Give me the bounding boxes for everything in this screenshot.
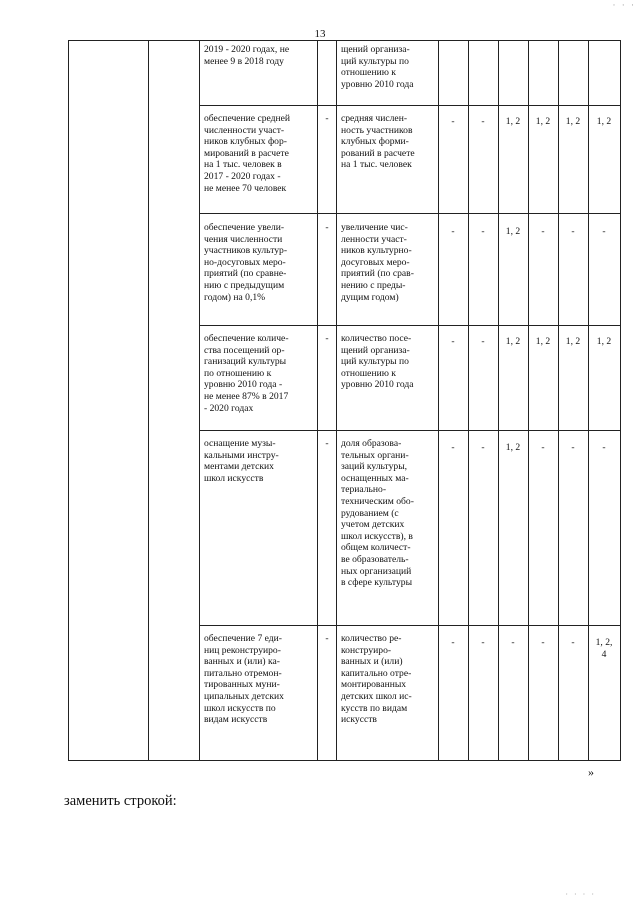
indicator-cell: средняя числен- ность участников клубных форми- рований в расчете на 1 тыс. человек (341, 113, 415, 171)
table-top-border (68, 40, 621, 41)
replace-instruction: заменить строкой: (64, 793, 177, 809)
value-cell: - (541, 226, 545, 237)
page-number: 13 (314, 28, 326, 40)
value-cell: - (451, 226, 455, 237)
scan-artifact-mark: · · · · (565, 890, 596, 899)
value-cell: 1, 2 (535, 116, 551, 127)
value-cell: - (481, 442, 485, 453)
column-rule (620, 40, 621, 760)
column-rule (199, 40, 200, 760)
column-rule (68, 40, 69, 760)
indicator-cell: доля образова- тельных органи- заций культуры, оснащенных ма- териально- техническим обо- рудованием (с учетом детских школ искусств), в общем количест- ве образователь- ных организаций в сфере культуры (341, 438, 414, 589)
value-cell: - (451, 637, 455, 648)
value-cell: - (602, 226, 606, 237)
value-cell: 1, 2 (596, 336, 612, 347)
value-cell: - (511, 637, 515, 648)
column-rule (438, 40, 439, 760)
row-separator (199, 430, 621, 431)
column-rule (498, 40, 499, 760)
row-separator (199, 325, 621, 326)
measure-cell: обеспечение увели- чения численности участников культур- но-досуговых меро- приятий (по сравне- нию с предыдущим годом) на 0,1% (204, 222, 288, 303)
value-cell: - (602, 442, 606, 453)
value-cell: 1, 2, 4 (595, 637, 613, 660)
value-cell: 1, 2 (596, 116, 612, 127)
column-rule (317, 40, 318, 760)
responsible-cell: - (325, 113, 329, 124)
value-cell: 1, 2 (565, 336, 581, 347)
column-rule (558, 40, 559, 760)
row-separator (199, 213, 621, 214)
value-cell: 1, 2 (505, 442, 521, 453)
column-rule (336, 40, 337, 760)
indicator-cell: количество ре- конструиро- ванных и (или) капитально отре- монтированных детских школ ис- кусств по видам искусств (341, 633, 412, 726)
row-separator (199, 625, 621, 626)
value-cell: - (541, 637, 545, 648)
value-cell: - (481, 336, 485, 347)
row-separator (199, 105, 621, 106)
responsible-cell: - (325, 438, 329, 449)
value-cell: - (481, 226, 485, 237)
indicator-cell: количество посе- щений организа- ций культуры по отношению к уровню 2010 года (341, 333, 414, 391)
column-rule (468, 40, 469, 760)
measure-cell: обеспечение средней численности участ- ников клубных фор- мирований в расчете на 1 тыс. человек в 2017 - 2020 годах - не менее 70 человек (204, 113, 291, 194)
value-cell: 1, 2 (505, 116, 521, 127)
value-cell: 1, 2 (565, 116, 581, 127)
column-rule (148, 40, 149, 760)
table-bottom-border (68, 760, 621, 761)
measure-cell: оснащение музы- кальными инстру- ментами детских школ искусств (204, 438, 279, 484)
measure-cell: обеспечение 7 еди- ниц реконструиро- ванных и (или) ка- питально отремон- тированных муни- ципальных детских школ искусств по видам искусств (204, 633, 284, 726)
value-cell: - (451, 442, 455, 453)
column-rule (528, 40, 529, 760)
measure-cell: 2019 - 2020 годах, не менее 9 в 2018 году (204, 44, 290, 67)
closing-quote: » (588, 765, 594, 779)
value-cell: - (451, 116, 455, 127)
value-cell: - (541, 442, 545, 453)
value-cell: 1, 2 (505, 336, 521, 347)
value-cell: 1, 2 (505, 226, 521, 237)
value-cell: - (571, 442, 575, 453)
value-cell: - (481, 116, 485, 127)
responsible-cell: - (325, 633, 329, 644)
measure-cell: обеспечение количе- ства посещений ор- ганизаций культуры по отношению к уровню 2010 года - не менее 87% в 2017 - 2020 годах (204, 333, 289, 414)
value-cell: - (481, 637, 485, 648)
value-cell: - (571, 226, 575, 237)
indicator-cell: увеличение чис- ленности участ- ников культурно- досуговых меро- приятий (по срав- нению с преды- дущим годом) (341, 222, 414, 303)
value-cell: - (451, 336, 455, 347)
scan-artifact-mark: · · · (612, 0, 636, 10)
value-cell: 1, 2 (535, 336, 551, 347)
indicator-cell: щений организа- ций культуры по отношению к уровню 2010 года (341, 44, 414, 90)
responsible-cell: - (325, 222, 329, 233)
value-cell: - (571, 637, 575, 648)
responsible-cell: - (325, 333, 329, 344)
